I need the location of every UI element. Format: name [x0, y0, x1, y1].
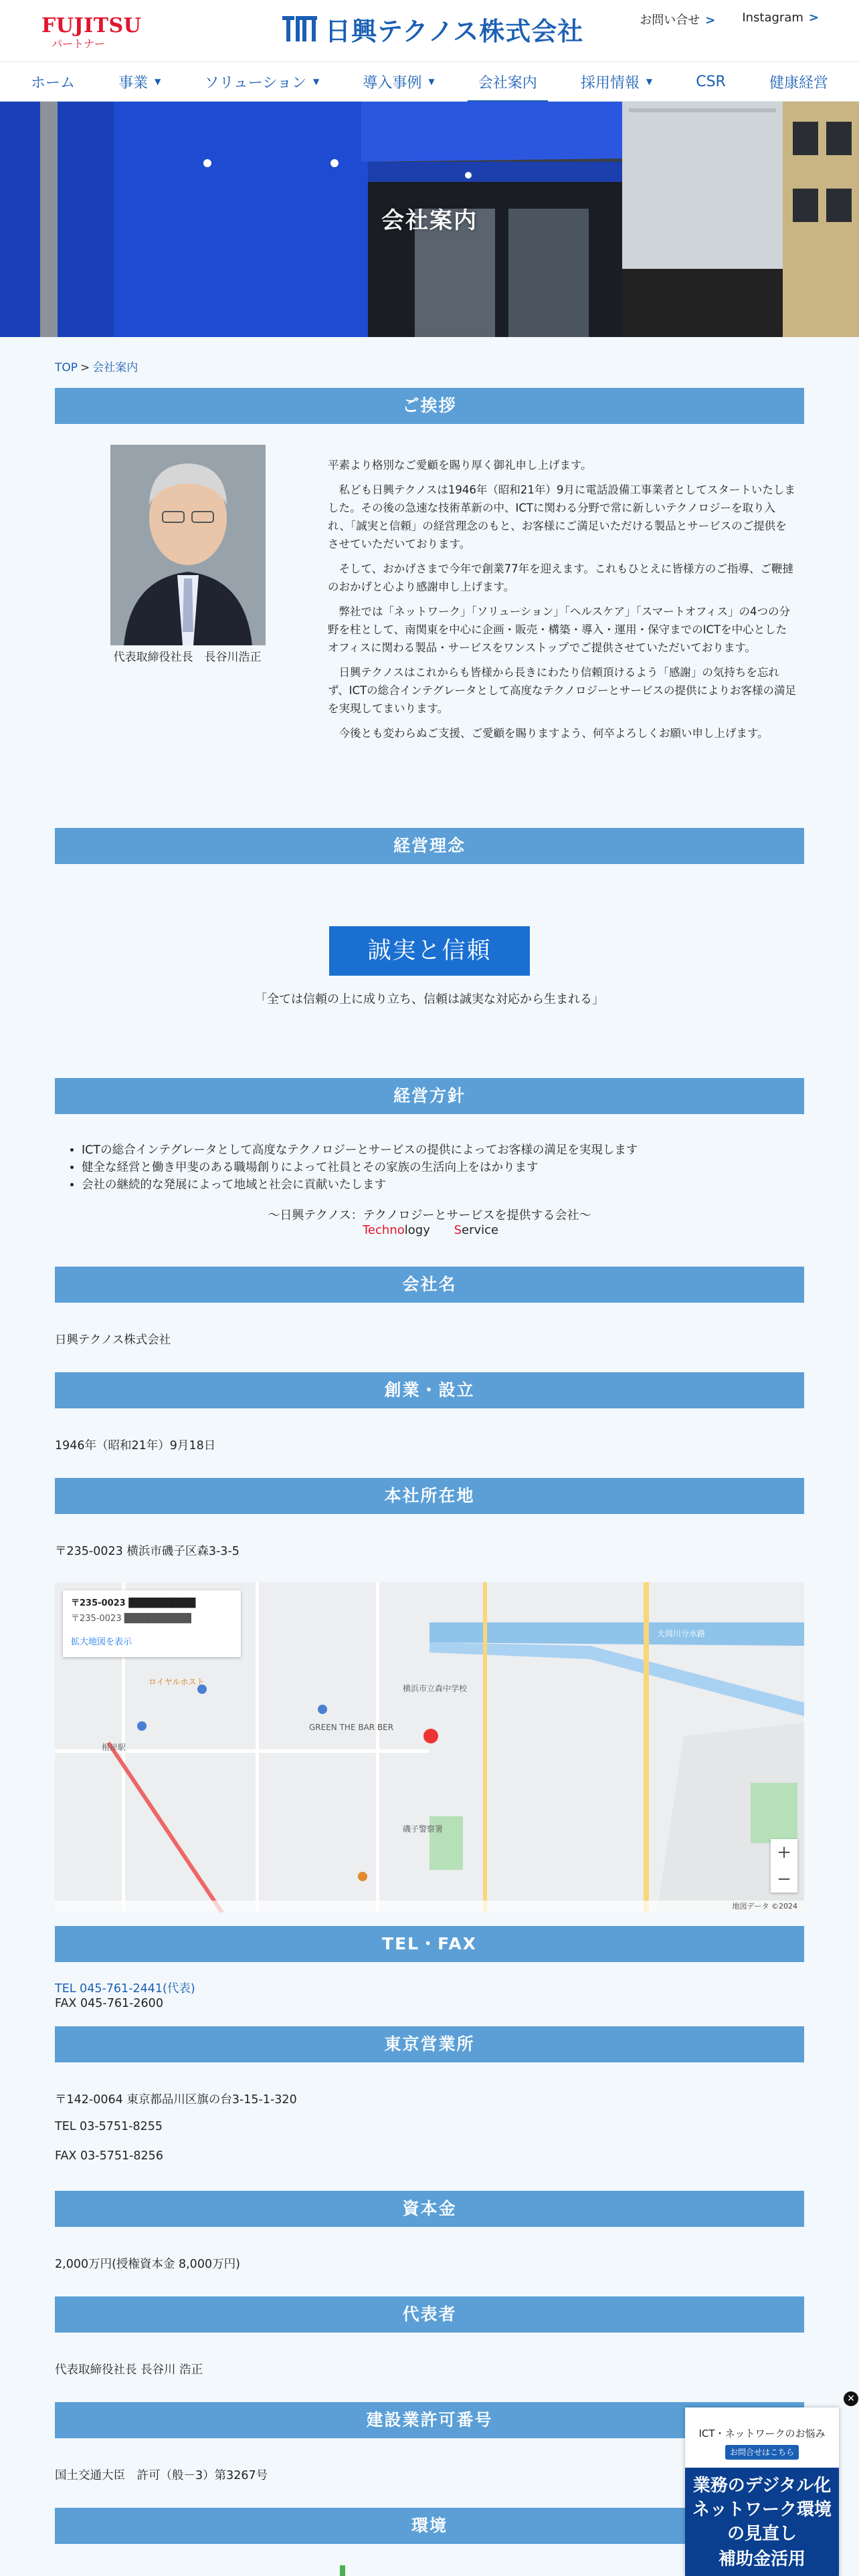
portrait-image: [110, 445, 266, 645]
caret-down-icon: ▼: [155, 77, 161, 86]
banner-headline: ICT・ネットワークのお悩み: [698, 2428, 826, 2440]
map-zoom-control: [771, 1839, 797, 1893]
company-logo-text: 日興テクノス株式会社: [325, 16, 584, 46]
techno-red: Techno: [363, 1223, 405, 1237]
nav-item-business[interactable]: [118, 72, 161, 92]
banner-contact-button[interactable]: お問合せはこちら: [725, 2445, 799, 2460]
instagram-link[interactable]: [742, 11, 819, 28]
license-value: 国土交通大臣 許可（般－3）第3267号: [55, 2469, 268, 2482]
environment-leaf-icon: [340, 2565, 345, 2576]
nav-item-health[interactable]: [769, 72, 828, 92]
map-card-title: 〒235-0023 ██████████: [71, 1598, 196, 1608]
section-heading-tokyo: 東京営業所: [55, 2026, 804, 2062]
policy-list: [67, 1142, 638, 1194]
section-heading-environment: 環境: [55, 2508, 804, 2544]
fax-value: FAX 045-761-2600: [55, 1997, 163, 2010]
section-heading-philosophy: 経営理念: [55, 828, 804, 864]
banner-line: 補助金活用: [718, 2549, 805, 2569]
contact-link-label: お問い合せ: [640, 13, 700, 27]
capital-value: 2,000万円(授権資本金 8,000万円): [55, 2258, 240, 2271]
policy-item: • ICTの総合インテグレータとして高度なテクノロジーとサービスの提供によってお客様の満足を実現します: [82, 1142, 638, 1159]
section-heading-founded: 創業・設立: [55, 1372, 804, 1408]
service-rest: ervice: [462, 1223, 499, 1237]
company-name-value: 日興テクノス株式会社: [55, 1333, 171, 1347]
nav-item-cases[interactable]: [363, 72, 434, 92]
service-red: S: [454, 1223, 462, 1237]
banner-line: ネットワーク環境: [692, 2500, 832, 2520]
map-label: 大岡川分水路: [657, 1629, 706, 1638]
site-header: [0, 0, 859, 62]
breadcrumb: [55, 358, 138, 374]
map-large-link[interactable]: 拡大地図を表示: [71, 1637, 132, 1647]
policy-tagline-words: [363, 1223, 498, 1237]
section-heading-capital: 資本金: [55, 2191, 804, 2227]
chevron-right-icon: >: [705, 13, 716, 27]
hero-image: [0, 102, 859, 337]
headquarters-address: 〒235-0023 横浜市磯子区森3-3-5: [55, 1545, 240, 1558]
breadcrumb-home[interactable]: TOP: [55, 361, 78, 374]
contact-link[interactable]: [640, 11, 715, 28]
policy-item: • 健全な経営と働き甲斐のある職場創りによって社員とその家族の生活向上をはかります: [82, 1159, 638, 1176]
greeting-paragraph: 弊社では「ネットワーク」「ソリューション」「ヘルスケア」「スマートオフィス」の4つの分野を柱として、南関東を中心に企画・販売・構築・導入・運用・保守までのICTを中心としたオフィスに関わる製品・サービスをワンストップでご提供させていただいております。: [328, 605, 790, 654]
motto-badge: 誠実と信頼: [329, 926, 530, 976]
breadcrumb-separator: >: [80, 361, 90, 374]
founded-value: 1946年（昭和21年）9月18日: [55, 1439, 216, 1453]
nav-item-company[interactable]: [478, 72, 537, 92]
nav-label: 健康経営: [769, 74, 828, 92]
section-heading-company-name: 会社名: [55, 1267, 804, 1303]
map-card-address: 〒235-0023 ██████████: [71, 1614, 191, 1624]
section-heading-policy: 経営方針: [55, 1078, 804, 1114]
caret-down-icon: ▼: [646, 77, 653, 86]
techno-rest: logy: [404, 1223, 430, 1237]
nav-item-recruit[interactable]: [581, 72, 652, 92]
caret-down-icon: ▼: [312, 77, 320, 86]
map-label: 横浜市立森中学校: [403, 1684, 468, 1693]
headquarters-map[interactable]: [55, 1582, 804, 1913]
fujitsu-partner-label: パートナー: [51, 37, 105, 50]
president-photo: [110, 445, 266, 645]
promo-banner[interactable]: [685, 2407, 839, 2576]
top-links: [640, 11, 819, 28]
motto-subtitle: 「全ては信頼の上に成り立ち、信頼は誠実な対応から生まれる」: [255, 992, 604, 1006]
main-nav: [0, 62, 859, 102]
policy-tagline: 〜日興テクノス：テクノロジーとサービスを提供する会社〜: [268, 1208, 591, 1222]
page-title: 会社案内: [381, 207, 478, 234]
nav-item-solution[interactable]: [205, 72, 320, 92]
close-icon[interactable]: ✕: [844, 2391, 858, 2406]
tokyo-tel: TEL 03-5751-8255: [55, 2120, 163, 2133]
greeting-paragraph: 平素より格別なご愛顧を賜り厚く御礼申し上げます。: [328, 459, 592, 471]
tel-link[interactable]: TEL 045-761-2441(代表): [55, 1982, 195, 1996]
section-heading-headquarters: 本社所在地: [55, 1478, 804, 1514]
map-label: 根岸駅: [102, 1743, 126, 1752]
tokyo-fax: FAX 03-5751-8256: [55, 2149, 163, 2163]
map-label: GREEN THE BAR BER: [309, 1723, 394, 1732]
greeting-paragraph: そして、おかげさまで今年で創業77年を迎えます。これもひとえに皆様方のご指導、ご鞭撻のおかげと心より感謝申し上げます。: [328, 562, 793, 593]
map-label: 磯子警察署: [403, 1824, 444, 1834]
representative-value: 代表取締役社長 長谷川 浩正: [55, 2363, 203, 2377]
banner-line: の見直し: [727, 2524, 797, 2544]
section-heading-telfax: TEL・FAX: [55, 1926, 804, 1962]
nav-label: 採用情報: [580, 74, 640, 92]
section-heading-license: 建設業許可番号: [55, 2402, 804, 2438]
section-heading-greeting: ご挨拶: [55, 388, 804, 424]
banner-line: 業務のデジタル化: [692, 2476, 832, 2496]
policy-item: • 会社の継続的な発展によって地域と社会に貢献いたします: [82, 1176, 638, 1194]
banner-body: [685, 2468, 839, 2576]
zoom-in-icon[interactable]: +: [777, 1842, 791, 1862]
greeting-paragraph: 日興テクノスはこれからも皆様から長きにわたり信頼頂けるよう「感謝」の気持ちを忘れず、ICTの総合インテグレータとして高度なテクノロジーとサービスの提供によりお客様の満足を実現してまいります。: [328, 666, 796, 715]
nav-label: 事業: [118, 74, 149, 92]
map-attribution: 地図データ ©2024: [55, 1901, 804, 1913]
zoom-out-icon[interactable]: −: [777, 1869, 791, 1889]
nav-label: ホーム: [31, 74, 76, 92]
map-info-card: [63, 1590, 241, 1657]
president-caption: 代表取締役社長 長谷川浩正: [113, 651, 262, 664]
map-label: ロイヤルホスト: [149, 1677, 205, 1687]
greeting-text: [328, 456, 796, 749]
caret-down-icon: ▼: [428, 77, 435, 86]
nav-label: 会社案内: [478, 74, 537, 92]
greeting-paragraph: 私ども日興テクノスは1946年（昭和21年）9月に電話設備工事業者としてスタートいたしました。その後の急速な技術革新の中、ICTに関わる分野で常に新しいテクノロジーを取り入れ、「誠実と信頼」の経営理念のもと、お客様にご満足いただける製品とサービスのご提供をさせていただいております。: [328, 484, 795, 550]
tokyo-address: 〒142-0064 東京都品川区旗の台3-15-1-320: [55, 2093, 297, 2107]
fujitsu-brand: FUJITSU: [41, 14, 142, 37]
nav-label: CSR: [696, 73, 726, 90]
section-heading-representative: 代表者: [55, 2296, 804, 2333]
breadcrumb-current[interactable]: 会社案内: [92, 361, 138, 374]
greeting-paragraph: 今後とも変わらぬご支援、ご愛顧を賜りますよう、何卒よろしくお願い申し上げます。: [339, 727, 769, 740]
chevron-right-icon: >: [808, 11, 819, 25]
fujitsu-partner-logo[interactable]: [41, 14, 142, 51]
instagram-link-label: Instagram: [742, 11, 803, 25]
nav-item-csr[interactable]: [696, 74, 726, 90]
nav-label: ソリューション: [204, 74, 306, 92]
nav-label: 導入事例: [363, 74, 422, 92]
company-logo[interactable]: [281, 12, 583, 45]
nav-item-home[interactable]: [31, 72, 75, 92]
company-mark-icon: [281, 13, 318, 44]
